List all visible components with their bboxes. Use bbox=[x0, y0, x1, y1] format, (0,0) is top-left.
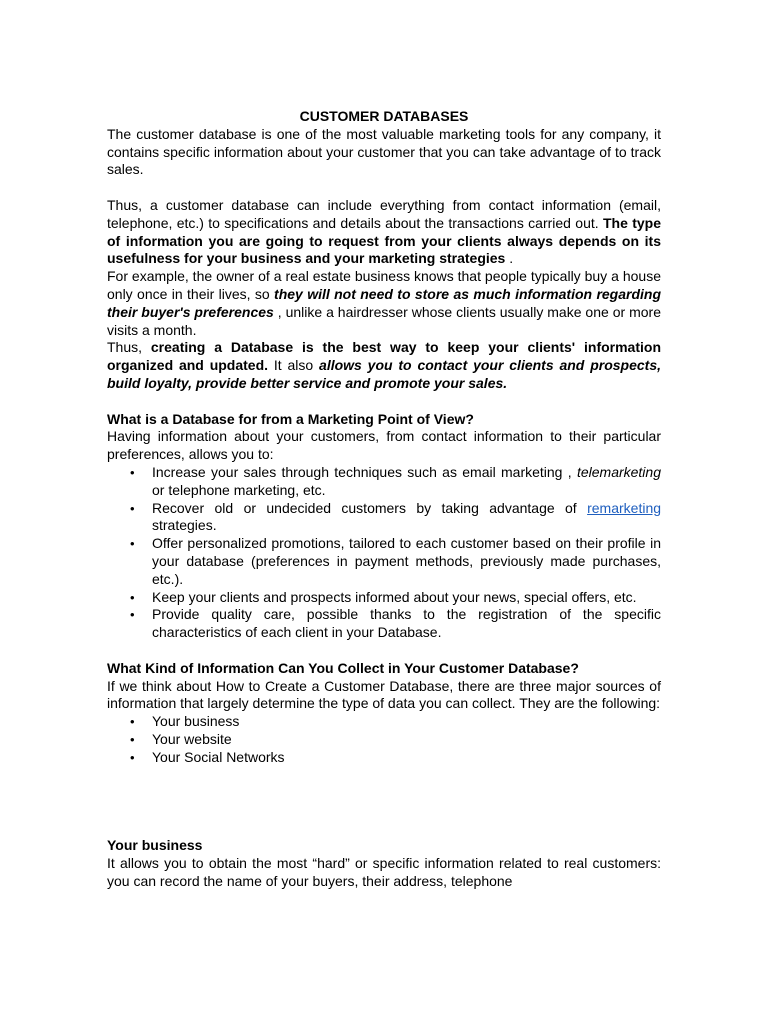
paragraph-conclusion bbox=[107, 339, 661, 392]
paragraph-contents-tail: . bbox=[509, 250, 514, 267]
paragraph-contents bbox=[107, 197, 661, 268]
paragraph-example-tail: , unlike a hairdresser whose clients usually make one or more visits a month. bbox=[107, 303, 661, 338]
paragraph-example bbox=[107, 268, 661, 339]
remarketing-link[interactable]: remarketing bbox=[587, 499, 662, 516]
paragraph-conclusion-bold: creating a Database is the best way to keep your clients' information organized and updated. bbox=[107, 339, 661, 374]
paragraph-spacer bbox=[107, 642, 661, 660]
paragraph-example-text: For example, the owner of a real estate business knows that people typically buy a house only once in their lives, so bbox=[107, 268, 661, 302]
paragraph-contents-bold: The type of information you are going to request from your clients always depends on its usefulness for your business and your marketing strategies bbox=[107, 214, 661, 267]
list-item bbox=[152, 500, 661, 536]
list-item-text: Increase your sales through techniques such as email marketing , bbox=[152, 463, 572, 480]
section-text-business: It allows you to obtain the most “hard” or specific information related to real customers: you can record the name of your buyers, their address, telephone bbox=[107, 855, 661, 890]
list-item-text-end: strategies. bbox=[152, 517, 217, 534]
document-page bbox=[107, 108, 661, 891]
section-heading-marketing: What is a Database for from a Marketing Point of View? bbox=[107, 410, 474, 427]
paragraph-example-emphasis: they will not need to store as much information regarding their buyer's preferences bbox=[107, 285, 662, 320]
list-item: • Your website bbox=[152, 731, 661, 749]
intro-paragraph: The customer database is one of the most valuable marketing tools for any company, it contains specific information about your customer that you can take advantage of to track sales. bbox=[107, 125, 661, 178]
list-item-text-end: or telephone marketing, etc. bbox=[152, 481, 326, 498]
list-item: • Provide quality care, possible thanks to the registration of the specific characteristics of each client in your Database. bbox=[152, 606, 661, 642]
list-item: • Keep your clients and prospects informed about your news, special offers, etc. bbox=[152, 589, 661, 607]
list-item: • Your Social Networks bbox=[152, 749, 661, 767]
paragraph-conclusion-mid: It also bbox=[273, 357, 314, 374]
list-item: • Your business bbox=[152, 713, 661, 731]
list-item-italic: telemarketing bbox=[576, 463, 661, 480]
list-item: • Offer personalized promotions, tailored to each customer based on their profile in your database (preferences in payment methods, previously made purchases, etc.). bbox=[152, 535, 661, 588]
section-heading-information: What Kind of Information Can You Collect in Your Customer Database? bbox=[107, 659, 579, 676]
paragraph-contents-text: Thus, a customer database can include everything from contact information (email, telephone, etc.) to specifications and details about the transactions carried out. bbox=[107, 196, 661, 231]
section-heading-business: Your business bbox=[107, 837, 203, 854]
list-item bbox=[152, 464, 661, 500]
marketing-benefits-list bbox=[107, 464, 661, 642]
section-lead-marketing: Having information about your customers, from contact information to their particular preferences, allows you to: bbox=[107, 428, 661, 463]
paragraph-spacer bbox=[107, 393, 661, 411]
document-title: CUSTOMER DATABASES bbox=[299, 108, 469, 124]
paragraph-conclusion-emphasis: allows you to contact your clients and prospects, build loyalty, provide better service and promote your sales. bbox=[107, 357, 661, 391]
information-sources-list bbox=[107, 713, 661, 766]
paragraph-spacer bbox=[107, 179, 661, 197]
section-spacer bbox=[107, 766, 661, 837]
section-lead-information: If we think about How to Create a Customer Database, there are three major sources of information that largely determine the type of data you can collect. They are the following: bbox=[107, 677, 661, 712]
list-item-text: Recover old or undecided customers by taking advantage of bbox=[152, 499, 577, 516]
paragraph-conclusion-start: Thus, bbox=[107, 339, 143, 356]
